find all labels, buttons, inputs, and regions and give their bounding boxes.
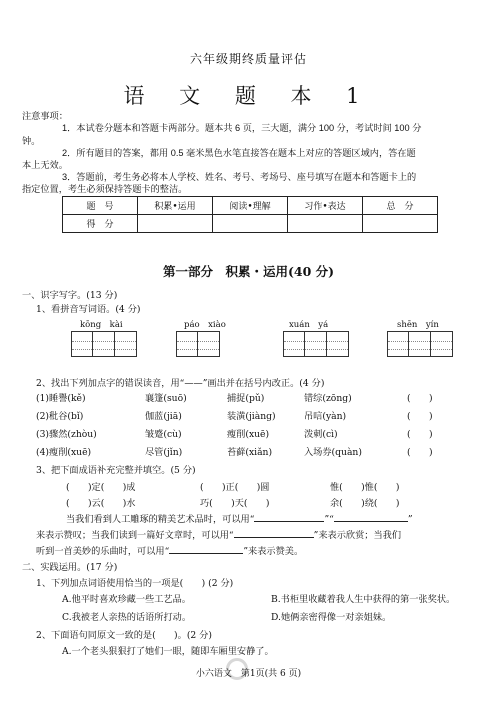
score-table	[62, 196, 438, 233]
reading-row-3-col-2: 皱蹙(cù)	[145, 429, 182, 440]
note-line-5: 3．答题前，考生务必将本人学校、姓名、考号、考场号、座号填写在题本和答题卡上的	[62, 172, 417, 182]
answer-paren[interactable]: ( )	[407, 447, 433, 458]
note-line-3: 2．所有题目的答案，都用 0.5 毫米黑色水笔直接答在题本上对应的答题区域内，答在题	[62, 148, 416, 158]
fill-blank[interactable]	[254, 512, 324, 522]
reading-row-3-col-4: 泼刺(cì)	[304, 429, 338, 440]
reading-row-2-col-2: 伽蓝(jiā)	[145, 411, 182, 422]
writing-grid-1[interactable]	[71, 331, 137, 357]
score-header-cell: 总 分	[363, 197, 438, 215]
reading-row-3-col-1: (3)骤然(zhòu)	[36, 429, 97, 440]
reading-row-4-col-2: 尽管(jǐn)	[145, 447, 183, 458]
notes-heading: 注意事项：	[22, 111, 68, 121]
reading-row-1-col-2: 襄篷(suō)	[145, 393, 187, 404]
score-input-cell[interactable]	[363, 215, 438, 233]
answer-paren[interactable]: ( )	[407, 429, 433, 440]
exam-title: 语 文 题 本 1	[123, 84, 374, 108]
option-b[interactable]: B.书柜里收藏着我人生中获得的第一张奖状。	[271, 594, 456, 605]
pinyin-3: xuán yá	[289, 320, 329, 330]
score-label-cell: 得 分	[63, 215, 138, 233]
question-1-heading: 一、识字写字。(13 分)	[22, 290, 118, 301]
option-a[interactable]: A.他平时喜欢珍藏一些工艺品。	[62, 594, 191, 605]
score-header-cell: 习作•表达	[288, 197, 363, 215]
question-2-heading: 二、实践运用。(17 分)	[22, 562, 118, 573]
fill-text: ”来表示赞美。	[243, 546, 304, 557]
reading-row-4-col-3: 苔藓(xiǎn)	[227, 447, 273, 458]
fill-paragraph-line-3	[36, 543, 303, 557]
idiom-2[interactable]: ( )正( )圆	[200, 482, 270, 493]
fill-paragraph-line-1	[66, 511, 413, 525]
reading-row-1-col-3: 捕捉(pǔ)	[227, 393, 265, 404]
score-header-cell: 阅读•理解	[213, 197, 288, 215]
answer-paren[interactable]: ( )	[407, 411, 433, 422]
idiom-5[interactable]: 巧( )天( )	[200, 498, 270, 509]
note-line-6: 指定位置，考生必须保持答题卡的整洁。	[22, 184, 188, 194]
pinyin-4: shēn yín	[397, 320, 439, 330]
question-1-2: 2、找出下列加点字的错误读音，用“——”画出并在括号内改正。(4 分)	[36, 378, 325, 389]
score-header-cell: 积累•运用	[138, 197, 213, 215]
reading-row-2-col-4: 吊唁(yàn)	[304, 411, 347, 422]
fill-paragraph-line-2	[36, 527, 401, 541]
fill-text: 当我们看到人工雕琢的精美艺术品时，可以用“	[66, 514, 255, 525]
fill-text: ”“	[324, 514, 334, 525]
reading-row-1-col-4: 错综(zōng)	[304, 393, 352, 404]
idiom-3[interactable]: 惟( )惟( )	[330, 482, 400, 493]
writing-grid-4[interactable]	[387, 331, 453, 357]
question-1-3: 3、把下面成语补充完整并填空。(5 分)	[36, 465, 196, 476]
idiom-6[interactable]: 余( )绕( )	[330, 498, 400, 509]
exam-subtitle: 六年级期终质量评估	[189, 52, 307, 66]
section-title: 第一部分 积累・运用(40 分)	[162, 264, 335, 279]
answer-paren[interactable]: ( )	[407, 393, 433, 404]
question-2-2: 2、下面语句同原文一致的是( )。(2 分)	[36, 630, 212, 641]
score-input-cell[interactable]	[213, 215, 288, 233]
fill-text: 来表示赞叹；当我们读到一篇好文章时，可以用“	[36, 530, 234, 541]
writing-grid-3[interactable]	[283, 331, 349, 357]
reading-row-1-col-1: (1)睡譽(kě)	[36, 393, 86, 404]
option-c[interactable]: C.我被老人亲热的话语所打动。	[62, 612, 192, 623]
page-footer: 小六语文 第1页(共 6 页)	[195, 669, 302, 679]
score-input-cell[interactable]	[138, 215, 213, 233]
fill-text: ”	[407, 514, 413, 525]
score-input-cell[interactable]	[288, 215, 363, 233]
question-1-1: 1、看拼音写词语。(4 分)	[36, 304, 141, 315]
note-line-1: 1．本试卷分题本和答题卡两部分。题本共 6 页，三大题，满分 100 分，考试时间 100 分	[62, 123, 422, 133]
reading-row-4-col-1: (4)瘦削(xuē)	[36, 447, 92, 458]
note-line-2: 钟。	[22, 136, 41, 146]
note-line-4: 本上无效。	[22, 160, 68, 170]
pinyin-2: páo xiào	[184, 320, 226, 330]
reading-row-2-col-1: (2)秕谷(bǐ)	[36, 411, 84, 422]
reading-row-3-col-3: 瘦削(xuē)	[227, 429, 270, 440]
fill-blank[interactable]	[234, 528, 314, 538]
option-a[interactable]: A.一个老头狠狠打了她们一眼，随即车厢里安静了。	[62, 646, 274, 657]
fill-blank[interactable]	[334, 512, 408, 522]
pinyin-1: kōng kài	[80, 320, 123, 330]
writing-grid-2[interactable]	[176, 331, 220, 357]
fill-blank[interactable]	[169, 544, 243, 554]
score-header-cell: 题 号	[63, 197, 138, 215]
reading-row-4-col-4: 入场券(quàn)	[304, 447, 362, 458]
fill-text: 听到一首美妙的乐曲时，可以用“	[36, 546, 170, 557]
option-d[interactable]: D.她俩亲密得像一对亲姐妹。	[271, 612, 392, 623]
question-2-1: 1、下列加点词语使用恰当的一项是( ) (2 分)	[36, 578, 234, 589]
reading-row-2-col-3: 装潢(jiàng)	[227, 411, 276, 422]
fill-text: ”来表示欣赏；当我们	[313, 530, 402, 541]
idiom-4[interactable]: ( )云( )水	[66, 498, 136, 509]
idiom-1[interactable]: ( )定( )成	[66, 482, 136, 493]
